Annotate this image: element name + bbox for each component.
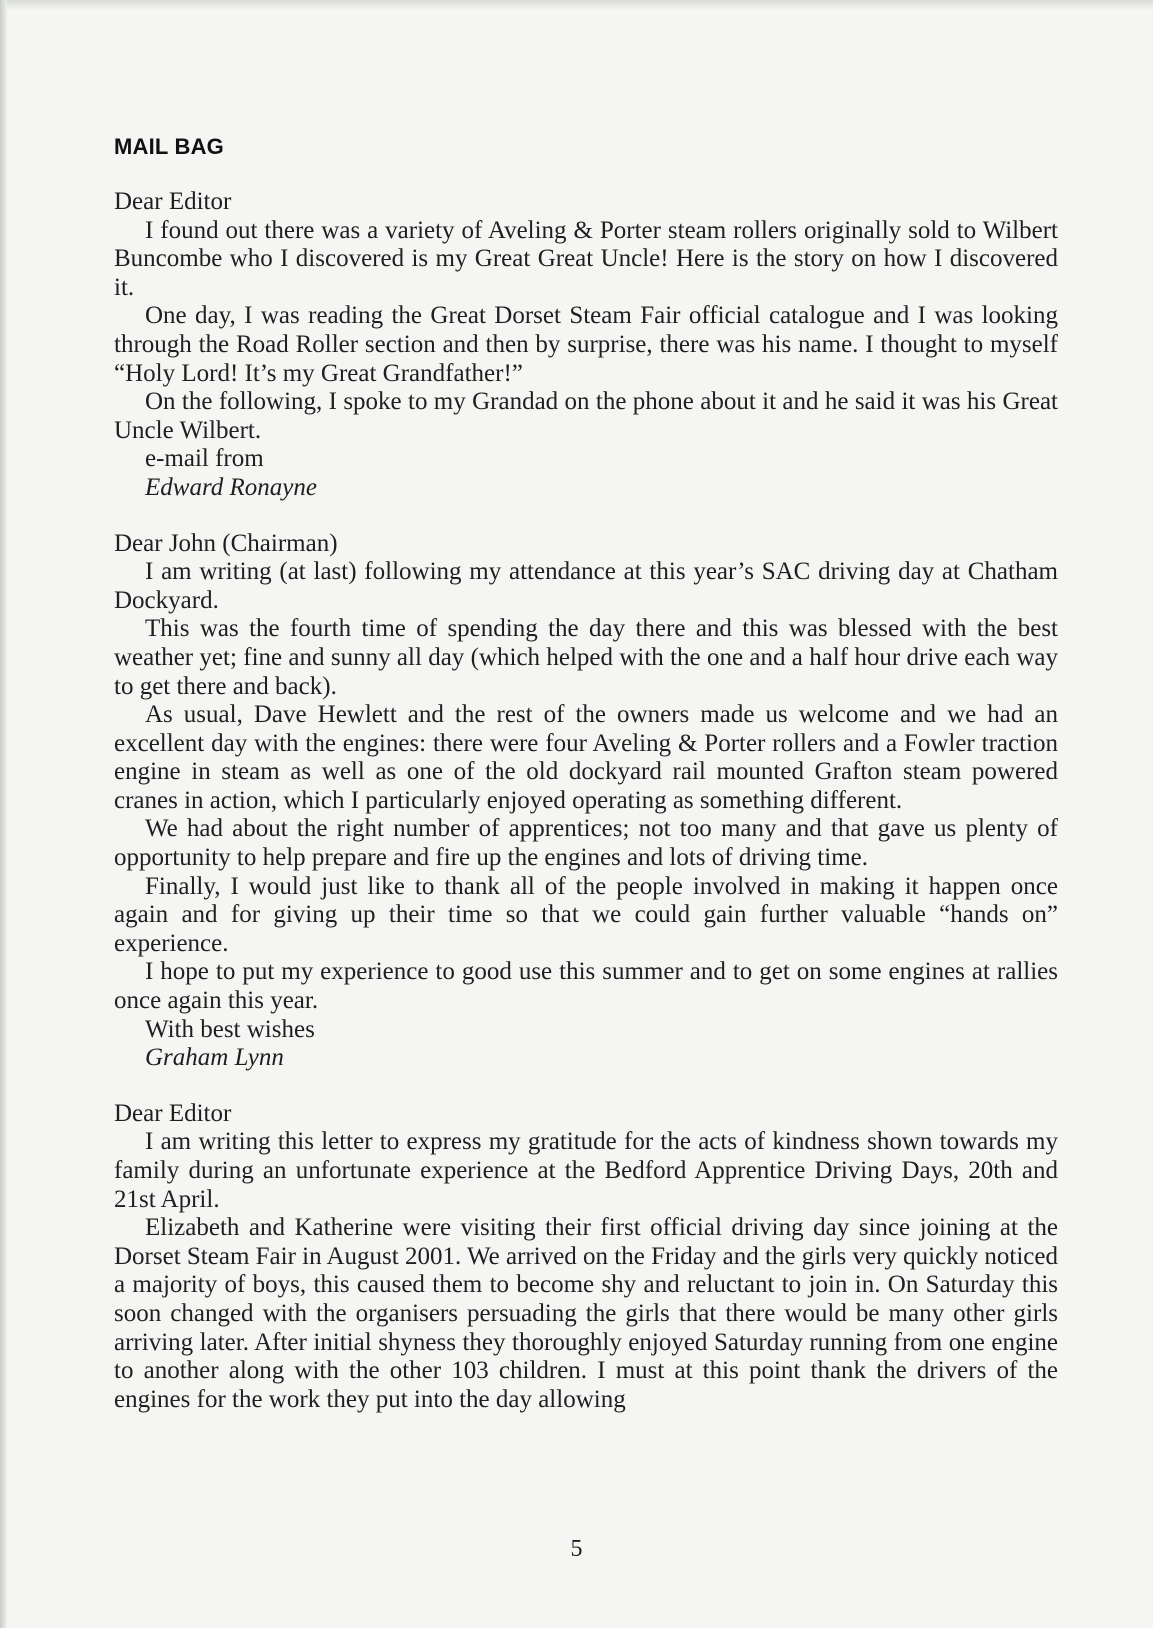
letter-salutation: Dear Editor bbox=[114, 1099, 232, 1127]
letter-paragraph: I am writing this letter to express my gratitude for the acts of kindness shown towards my family during an unfortunate experience at the Bedford Apprentice Driving Days, 20th and 21st April. bbox=[114, 1128, 1058, 1213]
letter bbox=[114, 1100, 1058, 1415]
letter-paragraph: One day, I was reading the Great Dorset Steam Fair official catalogue and I was looking through the Road Roller section and then by surprise, there was his name. I thought to myself “Holy Lord! It’s my Great Grandfather!” bbox=[114, 302, 1058, 387]
letter-paragraph: Finally, I would just like to thank all of the people involved in making it happen once again and for giving up their time so that we could gain further valuable “hands on” experience. bbox=[114, 872, 1058, 957]
letter-paragraph: On the following, I spoke to my Grandad on the phone about it and he said it was his Great Uncle Wilbert. bbox=[114, 388, 1058, 444]
letter-paragraph: Elizabeth and Katherine were visiting their first official driving day since joining at the Dorset Steam Fair in August 2001. We arrived on the Friday and the girls very quickly noticed a majority of boys, this caused them to become shy and reluctant to join in. On Saturday this soon changed with the organisers persuading the girls that there would be many other girls arriving later. After initial shyness they thoroughly enjoyed Saturday running from one engine to another along with the other 103 children. I must at this point thank the drivers of the engines for the work they put into the day allowing bbox=[114, 1214, 1058, 1413]
letter-closing: With best wishes bbox=[145, 1015, 315, 1043]
letter-salutation: Dear Editor bbox=[114, 188, 232, 215]
page-number: 5 bbox=[570, 1536, 583, 1562]
page-content bbox=[114, 134, 1058, 1441]
letter-paragraph: This was the fourth time of spending the day there and this was blessed with the best weather yet; fine and sunny all day (which helped with the one and a half hour drive each way to get there and back). bbox=[114, 615, 1058, 700]
letter-signature: Graham Lynn bbox=[145, 1044, 284, 1072]
letter-paragraph: I am writing (at last) following my attendance at this year’s SAC driving day at Chatham Dockyard. bbox=[114, 558, 1058, 614]
letter-paragraph: I found out there was a variety of Aveling & Porter steam rollers originally sold to Wilbert Buncombe who I discovered is my Great Great Uncle! Here is the story on how I discovered it. bbox=[114, 216, 1058, 301]
letter-paragraph: As usual, Dave Hewlett and the rest of the owners made us welcome and we had an excellent day with the engines: there were four Aveling & Porter rollers and a Fowler traction engine in steam as well as one of the old dockyard rail mounted Grafton steam powered cranes in action, which I particularly enjoyed operating as something different. bbox=[114, 701, 1058, 814]
letter-salutation: Dear John (Chairman) bbox=[114, 529, 338, 557]
section-heading: MAIL BAG bbox=[114, 134, 224, 159]
page-top-edge bbox=[0, 0, 1153, 10]
letter-closing: e-mail from bbox=[145, 445, 264, 473]
letter bbox=[114, 530, 1058, 1073]
binding-edge bbox=[0, 0, 7, 1628]
letter-paragraph: We had about the right number of apprentices; not too many and that gave us plenty of opportunity to help prepare and fire up the engines and lots of driving time. bbox=[114, 815, 1058, 872]
letter-signature: Edward Ronayne bbox=[145, 473, 317, 501]
letter-paragraph: I hope to put my experience to good use this summer and to get on some engines at rallies once again this year. bbox=[114, 958, 1058, 1015]
letter bbox=[114, 188, 1058, 503]
